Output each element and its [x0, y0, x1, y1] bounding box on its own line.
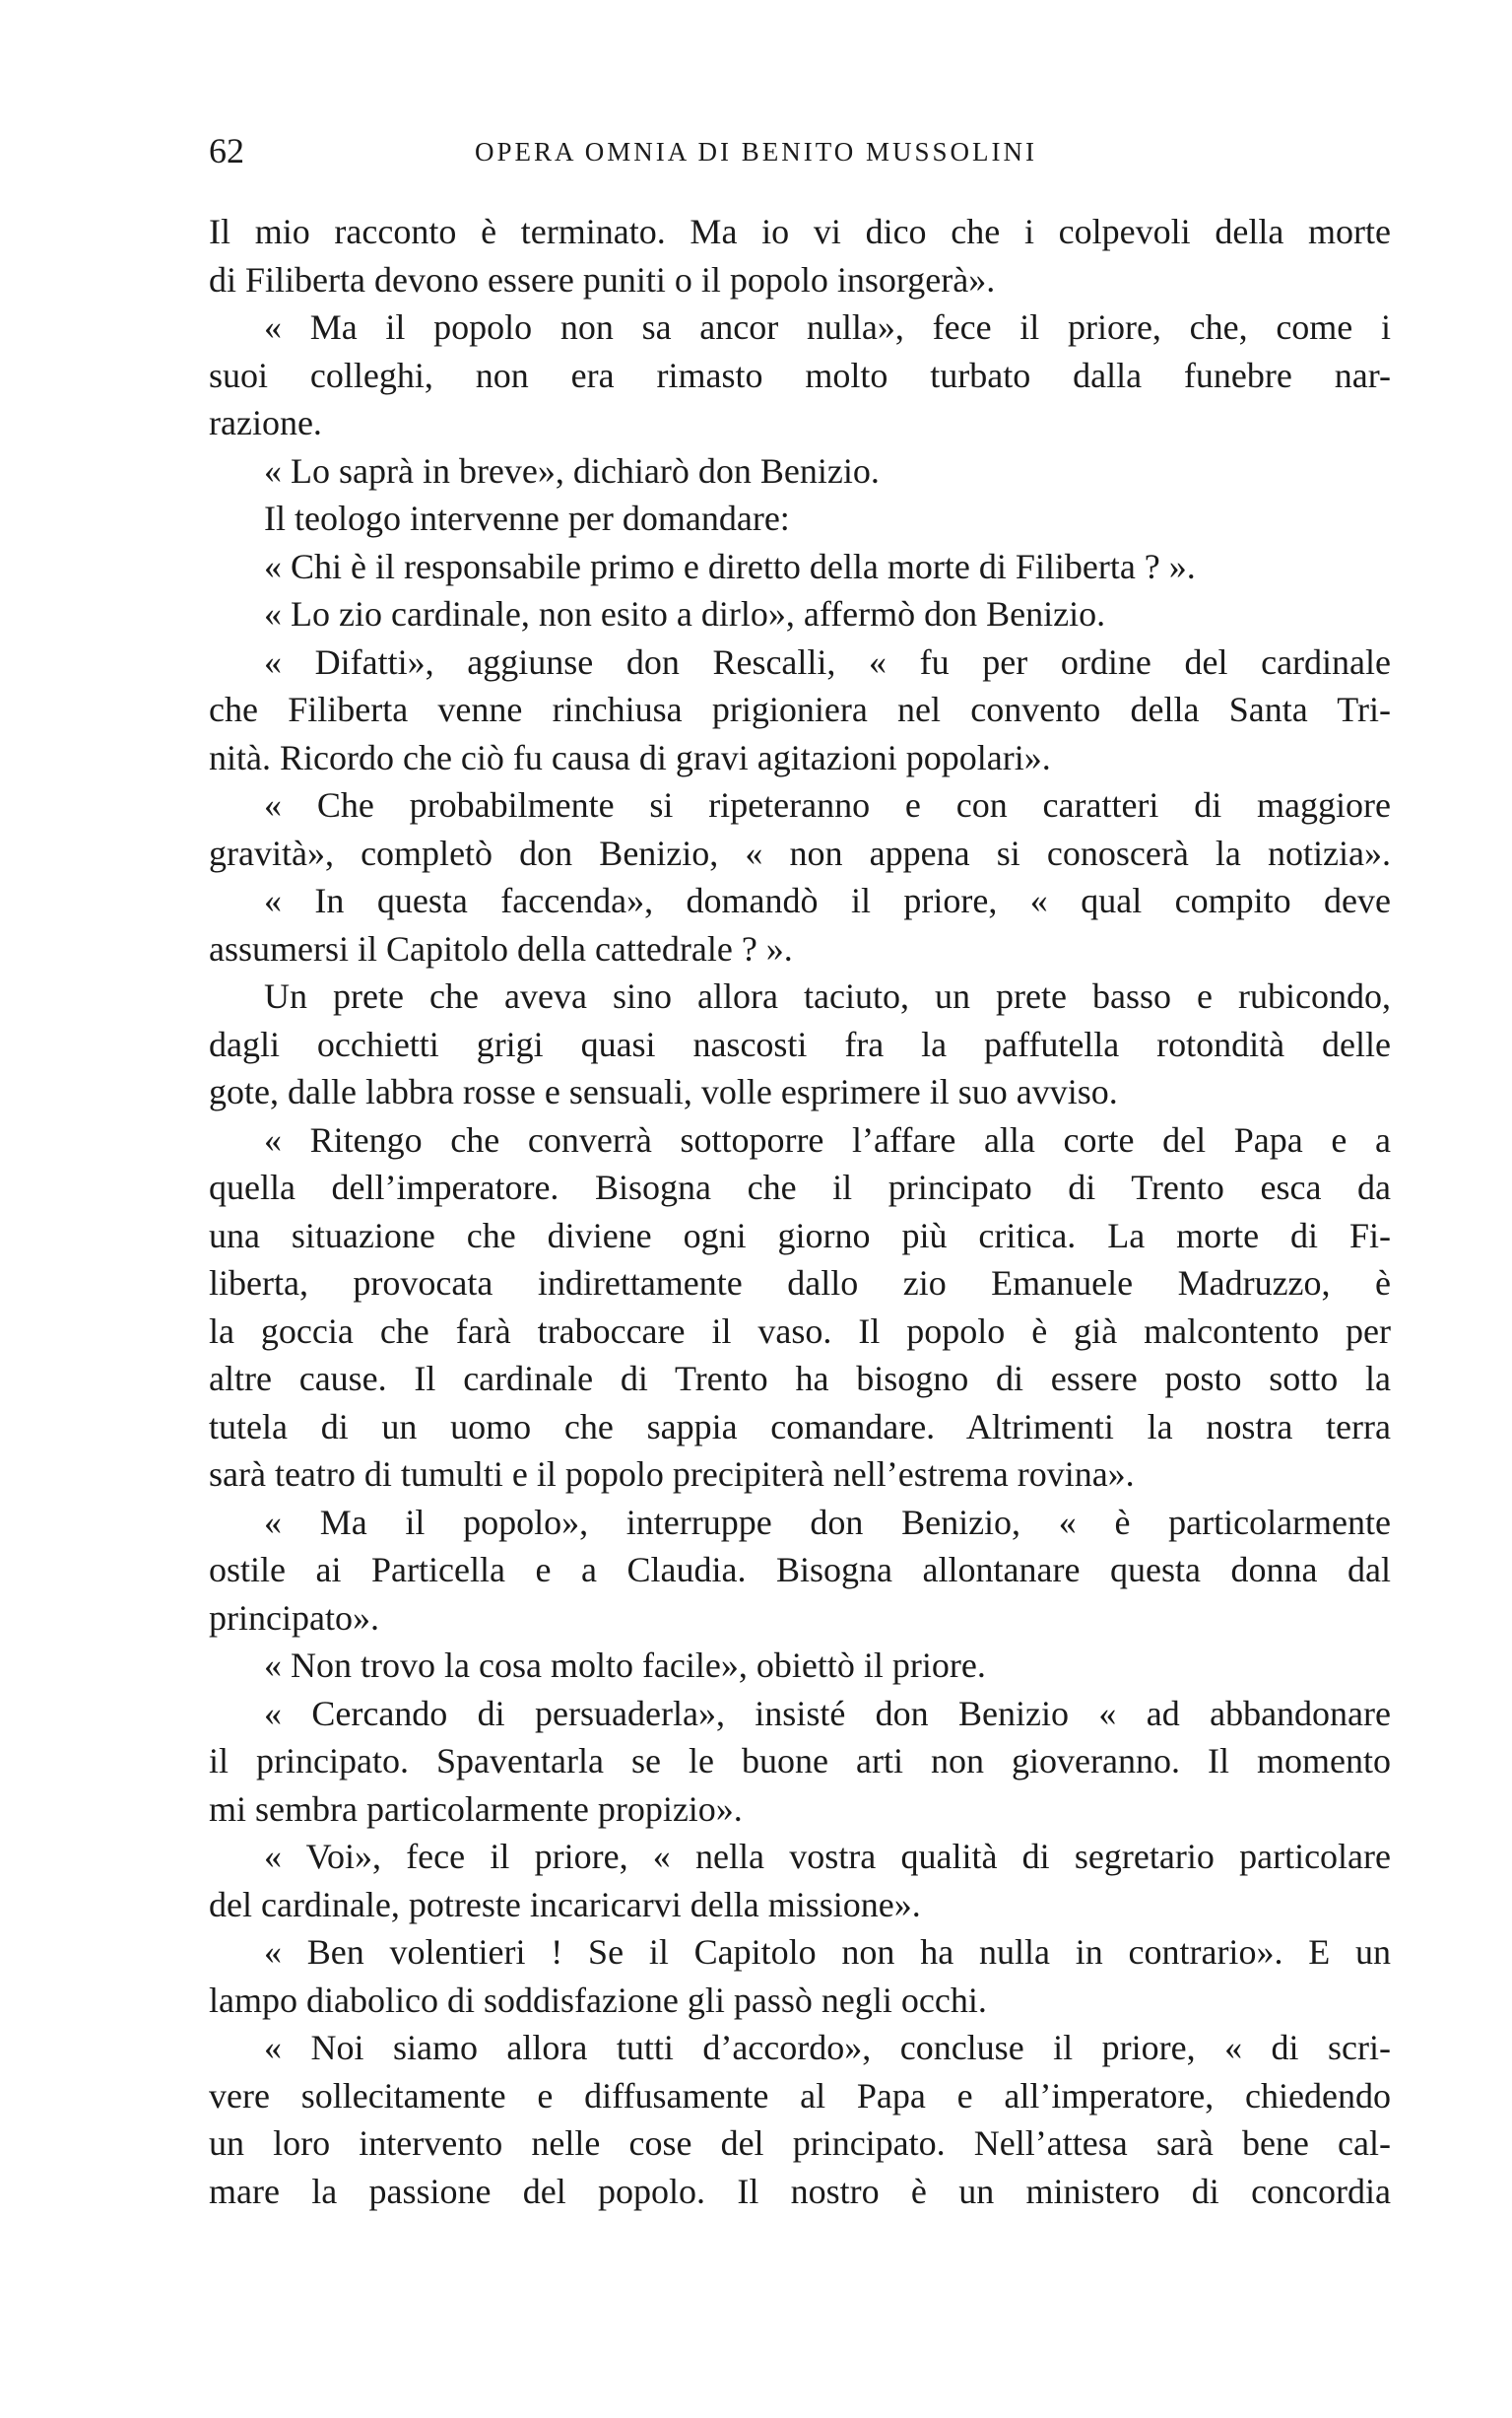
- text-line: razione.: [209, 403, 322, 442]
- text-line: Il mio racconto è terminato. Ma io vi dico che i colpevoli della morte: [209, 212, 1391, 251]
- text-line: « Lo saprà in breve», dichiarò don Benizio.: [264, 451, 880, 491]
- text-line: « Cercando di persuaderla», insisté don Benizio « ad abbandonare: [264, 1694, 1391, 1733]
- text-line: principato».: [209, 1598, 379, 1638]
- text-line: Il teologo intervenne per domandare:: [264, 499, 790, 538]
- text-line: « Chi è il responsabile primo e diretto della morte di Filiberta ? ».: [264, 547, 1196, 586]
- text-line: lampo diabolico di soddisfazione gli passò negli occhi.: [209, 1981, 987, 2020]
- text-line: sarà teatro di tumulti e il popolo precipiterà nell’estrema rovina».: [209, 1454, 1135, 1494]
- text-line: suoi colleghi, non era rimasto molto turbato dalla funebre nar-: [209, 356, 1391, 395]
- text-line: « Ma il popolo non sa ancor nulla», fece il priore, che, come i: [264, 307, 1391, 347]
- text-line: Un prete che aveva sino allora taciuto, un prete basso e rubicondo,: [264, 976, 1391, 1016]
- text-line: gote, dalle labbra rosse e sensuali, volle esprimere il suo avviso.: [209, 1072, 1118, 1111]
- text-line: vere sollecitamente e diffusamente al Papa e all’imperatore, chiedendo: [209, 2076, 1391, 2116]
- text-line: un loro intervento nelle cose del principato. Nell’attesa sarà bene cal-: [209, 2123, 1391, 2163]
- text-line: di Filiberta devono essere puniti o il popolo insorgerà».: [209, 260, 996, 300]
- text-line: « Ma il popolo», interruppe don Benizio, « è particolarmente: [264, 1503, 1391, 1542]
- text-line: liberta, provocata indirettamente dallo zio Emanuele Madruzzo, è: [209, 1263, 1391, 1303]
- text-line: « Difatti», aggiunse don Rescalli, « fu per ordine del cardinale: [264, 642, 1391, 682]
- text-line: del cardinale, potreste incaricarvi della missione».: [209, 1885, 921, 1924]
- text-line: che Filiberta venne rinchiusa prigioniera nel convento della Santa Tri-: [209, 690, 1391, 729]
- running-head: [209, 126, 1391, 175]
- text-line: tutela di un uomo che sappia comandare. Altrimenti la nostra terra: [209, 1407, 1391, 1446]
- text-line: « Che probabilmente si ripeteranno e con caratteri di maggiore: [264, 785, 1391, 825]
- text-line: « Ritengo che converrà sottoporre l’affare alla corte del Papa e a: [264, 1120, 1391, 1160]
- text-line: « Lo zio cardinale, non esito a dirlo», affermò don Benizio.: [264, 594, 1106, 634]
- text-line: « Voi», fece il priore, « nella vostra qualità di segretario particolare: [264, 1837, 1391, 1876]
- text-line: « Noi siamo allora tutti d’accordo», concluse il priore, « di scri-: [264, 2028, 1391, 2067]
- text-line: gravità», completò don Benizio, « non appena si conoscerà la notizia».: [209, 834, 1391, 873]
- text-line: mare la passione del popolo. Il nostro è un ministero di concordia: [209, 2172, 1391, 2211]
- text-line: mi sembra particolarmente propizio».: [209, 1789, 743, 1829]
- text-line: una situazione che diviene ogni giorno più critica. La morte di Fi-: [209, 1216, 1391, 1255]
- text-line: assumersi il Capitolo della cattedrale ? ».: [209, 929, 793, 969]
- text-line: dagli occhietti grigi quasi nascosti fra la paffutella rotondità delle: [209, 1025, 1391, 1064]
- text-line: « In questa faccenda», domandò il priore, « qual compito deve: [264, 881, 1391, 920]
- text-line: nità. Ricordo che ciò fu causa di gravi agitazioni popolari».: [209, 738, 1051, 777]
- running-head-title: OPERA OMNIA DI BENITO MUSSOLINI: [475, 137, 1038, 167]
- page-number: 62: [209, 131, 244, 170]
- text-line: ostile ai Particella e a Claudia. Bisogna allontanare questa donna dal: [209, 1550, 1391, 1589]
- text-line: altre cause. Il cardinale di Trento ha bisogno di essere posto sotto la: [209, 1359, 1391, 1398]
- text-line: il principato. Spaventarla se le buone arti non gioveranno. Il momento: [209, 1741, 1391, 1780]
- text-line: « Ben volentieri ! Se il Capitolo non ha nulla in contrario». E un: [264, 1932, 1391, 1972]
- text-line: la goccia che farà traboccare il vaso. Il popolo è già malcontento per: [209, 1311, 1391, 1351]
- text-line: quella dell’imperatore. Bisogna che il principato di Trento esca da: [209, 1168, 1391, 1207]
- text-line: « Non trovo la cosa molto facile», obiettò il priore.: [264, 1646, 986, 1685]
